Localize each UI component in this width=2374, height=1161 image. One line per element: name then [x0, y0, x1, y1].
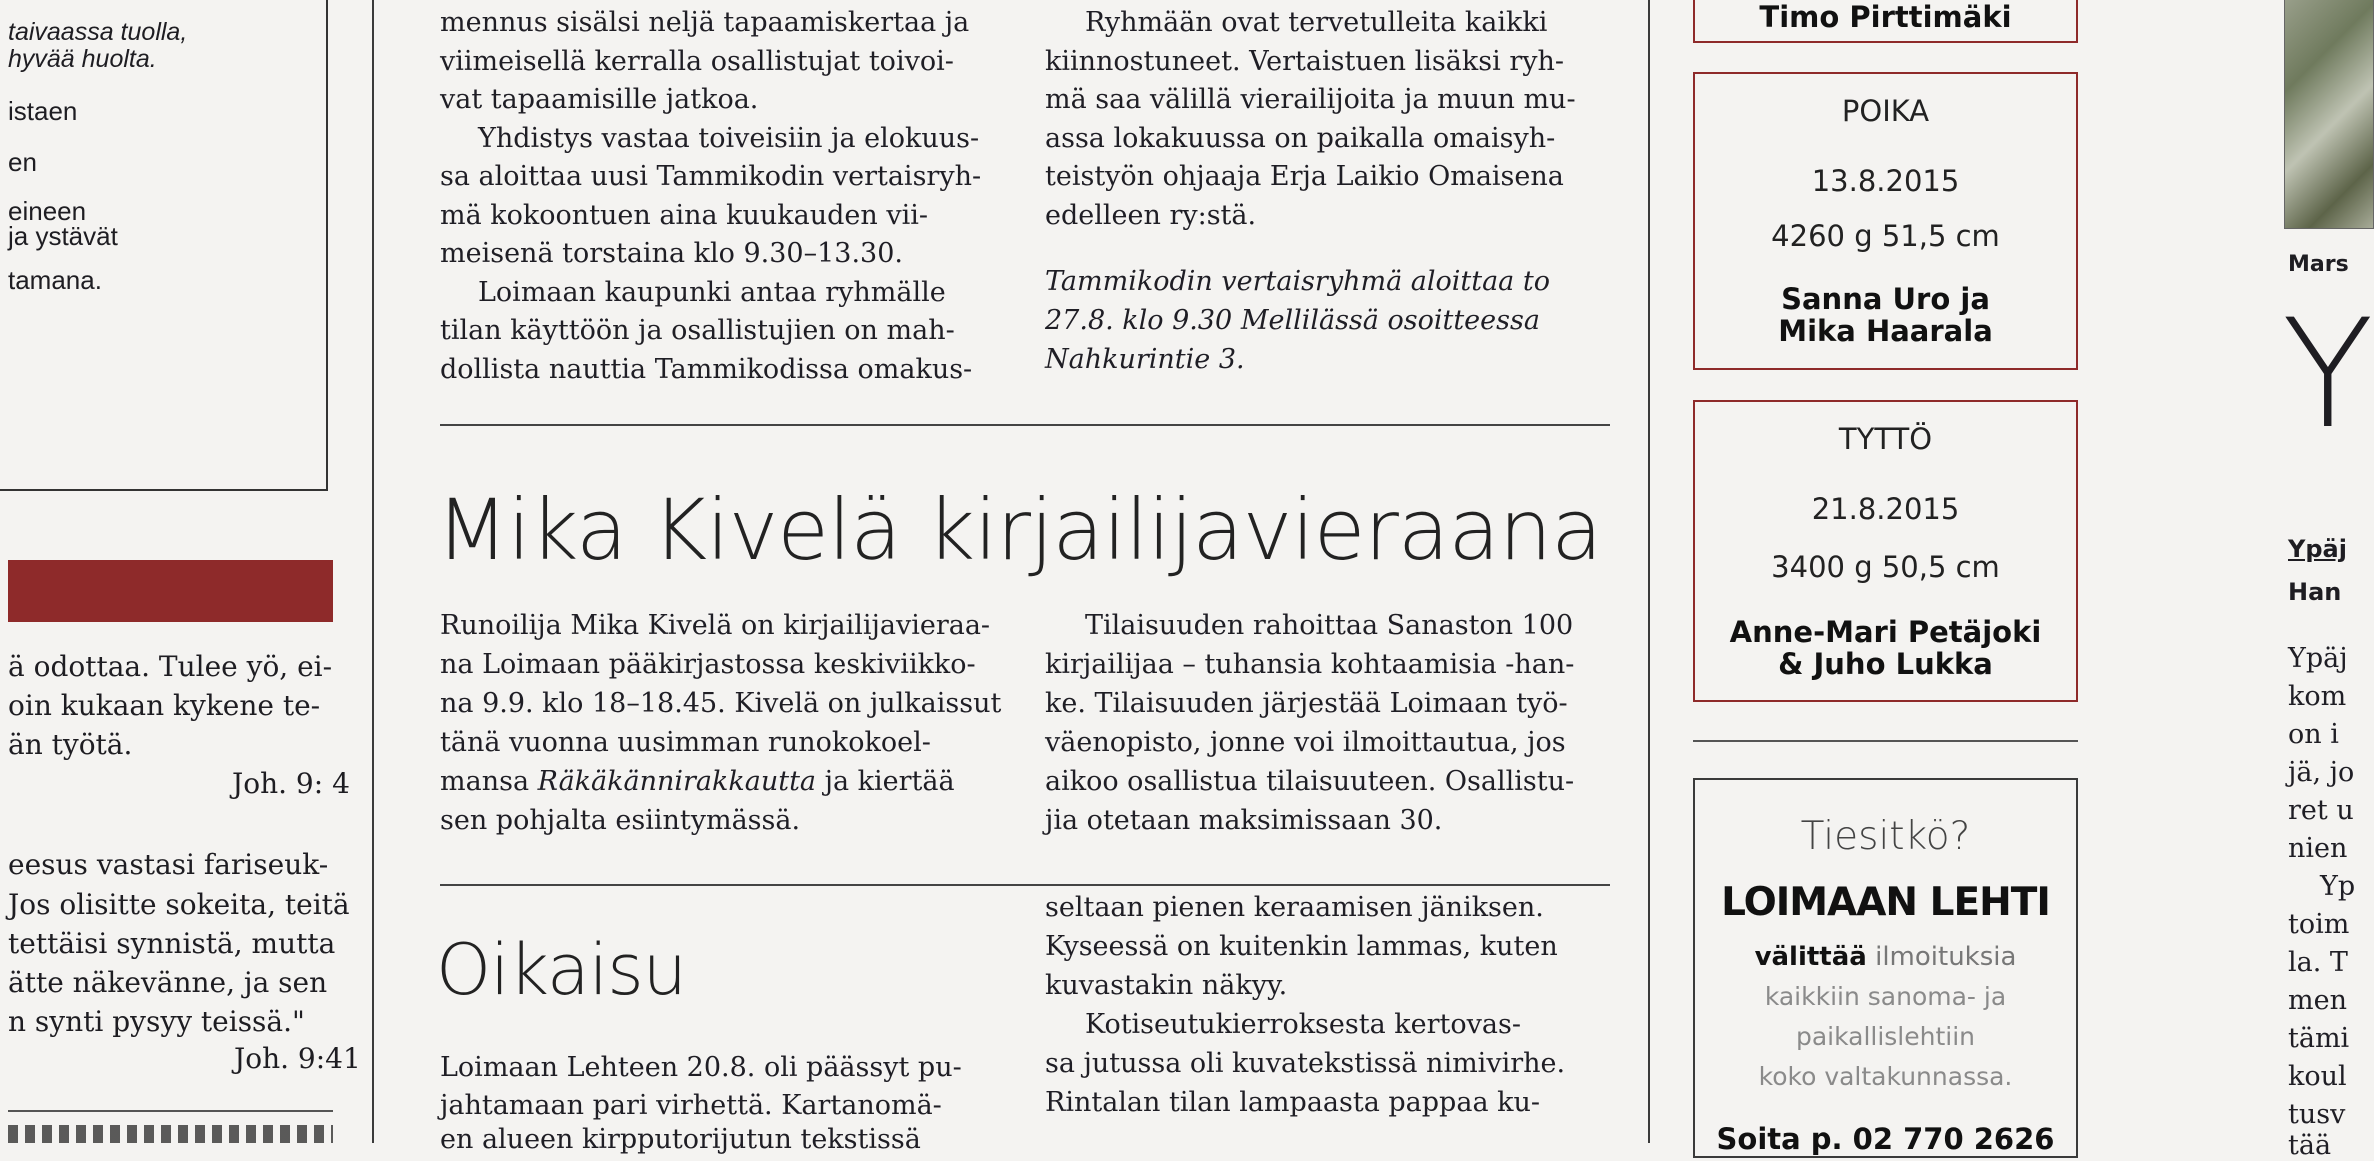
memorial-line-3: istaen: [8, 96, 78, 126]
birth-girl-parents-1: Anne-Mari Petäjoki: [1729, 615, 2042, 649]
right-body-line: jä, jo: [2288, 757, 2355, 788]
oikaisu-col2-line: Kyseessä on kuitenkin lammas, kuten: [1045, 931, 1558, 962]
verse2-line-5: n synti pysyy teissä.": [8, 1005, 305, 1038]
top-col1-line: Yhdistys vastaa toiveisiin ja elokuus-: [478, 123, 980, 154]
kivela-headline: Mika Kivelä kirjailijavieraana: [436, 481, 1602, 579]
memorial-line-4: en: [8, 147, 37, 177]
oikaisu-col2-line: Rintalan tilan lampaasta pappaa ku-: [1045, 1087, 1540, 1118]
oikaisu-col2-line: kuvastakin näkyy.: [1045, 970, 1288, 1001]
ad-line-4: koko valtakunnassa.: [1758, 1062, 2013, 1091]
ad-line-1: [1695, 942, 2076, 972]
kivela-col2-line: Tilaisuuden rahoittaa Sanaston 100: [1085, 610, 1574, 641]
top-col2-line: mä saa välillä vierailijoita ja muun mu-: [1045, 84, 1576, 115]
verse2-reference: Joh. 9:41: [234, 1042, 361, 1075]
verse2-line-2: Jos olisitte sokeita, teitä: [8, 888, 350, 921]
kivela-col1-line: na Loimaan pääkirjastossa keskiviikko-: [440, 649, 976, 680]
right-body-line: on i: [2288, 719, 2339, 750]
photo-caption: Mars: [2288, 252, 2349, 277]
right-lead-1: Ypäj: [2288, 535, 2347, 563]
oikaisu-col1-line: en alueen kirpputorijutun tekstissä: [440, 1124, 921, 1155]
top-col2-line: kiinnostuneet. Vertaistuen lisäksi ryh-: [1045, 46, 1564, 77]
ad-phone: Soita p. 02 770 2626: [1716, 1122, 2055, 1156]
right-body-line: tämi: [2288, 1023, 2350, 1054]
ad-bold-word: välittää: [1754, 942, 1867, 972]
article-divider-1: [440, 424, 1610, 426]
birth-boy-parents-1: Sanna Uro ja: [1781, 282, 1990, 316]
kivela-col1-line: sen pohjalta esiintymässä.: [440, 805, 801, 836]
birth-notice-boy: [1693, 72, 2078, 370]
top-col2-line: assa lokakuussa on paikalla omaisyh-: [1045, 123, 1556, 154]
top-col2-italic-line: Nahkurintie 3.: [1045, 344, 1245, 375]
top-col1-line: Loimaan kaupunki antaa ryhmälle: [478, 277, 946, 308]
ad-line-2: kaikkiin sanoma- ja: [1764, 982, 2007, 1011]
birth-boy-measure: 4260 g 51,5 cm: [1771, 219, 2000, 253]
top-col1-line: tilan käyttöön ja osallistujien on mah-: [440, 315, 955, 346]
kivela-col1-line: Runoilija Mika Kivelä on kirjailijavieraa-: [440, 610, 991, 641]
right-lead-2: Han: [2288, 578, 2342, 606]
top-col2-line: edelleen ry:stä.: [1045, 200, 1257, 231]
memorial-line-7: tamana.: [8, 265, 102, 295]
top-col1-line: mä kokoontuen aina kuukauden vii-: [440, 200, 929, 231]
oikaisu-col2-line: sa jutussa oli kuvatekstissä nimivirhe.: [1045, 1048, 1566, 1079]
ad-line-3: paikallislehtiin: [1795, 1022, 1976, 1051]
kivela-col2-line: väenopisto, jonne voi ilmoittautua, jos: [1045, 727, 1566, 758]
kivela-col1-line: na 9.9. klo 18–18.45. Kivelä on julkaissut: [440, 688, 1002, 719]
top-col2-italic-line: Tammikodin vertaisryhmä aloittaa to: [1045, 266, 1550, 297]
top-col1-line: sa aloittaa uusi Tammikodin vertaisryh-: [440, 161, 982, 192]
right-body-line: ret u: [2288, 795, 2354, 826]
oikaisu-col2-line: seltaan pienen keraamisen jäniksen.: [1045, 892, 1544, 923]
ad-line1-rest: ilmoituksia: [1866, 942, 2017, 972]
verse1-line-1: ä odottaa. Tulee yö, ei-: [8, 650, 333, 683]
kivela-line5-pre: mansa: [440, 766, 538, 797]
birth-boy-label: POIKA: [1841, 94, 1930, 128]
top-col2-line: Ryhmään ovat tervetulleita kaikki: [1085, 7, 1548, 38]
oikaisu-col1-line: jahtamaan pari virhettä. Kartanomä-: [440, 1090, 942, 1121]
birth-notice-girl: [1693, 400, 2078, 702]
right-body-line: Yp: [2320, 871, 2356, 902]
ad-question: Tiesitkö?: [1800, 814, 1971, 859]
kivela-col1-line: tänä vuonna uusimman runokokoel-: [440, 727, 931, 758]
memorial-line-6: ja ystävät: [8, 221, 118, 251]
verse2-line-3: tettäisi synnistä, mutta: [8, 927, 336, 960]
red-banner: [8, 560, 333, 622]
right-body-line: toim: [2288, 909, 2350, 940]
loimaan-lehti-ad: [1693, 778, 2078, 1158]
left-divider: [8, 1110, 333, 1112]
top-col2-line: teistyön ohjaaja Erja Laikio Omaisena: [1045, 161, 1564, 192]
book-title: Räkäkännirakkautta: [537, 766, 817, 797]
birth-girl-parents-2: & Juho Lukka: [1778, 647, 1993, 681]
ad-brand: LOIMAAN LEHTI: [1721, 880, 2050, 925]
verse2-line-4: ätte näkevänne, ja sen: [8, 966, 328, 999]
right-body-line: la. T: [2288, 947, 2348, 978]
right-body-line: tää: [2288, 1130, 2332, 1161]
birth-notice-top: [1693, 0, 2078, 43]
top-col2-italic-line: 27.8. klo 9.30 Mellilässä osoitteessa: [1045, 305, 1540, 336]
left-ornament: [8, 1125, 333, 1143]
right-body-line: nien: [2288, 833, 2348, 864]
verse1-reference: Joh. 9: 4: [232, 767, 350, 800]
kivela-col2-line: aikoo osallistua tilaisuuteen. Osallistu-: [1045, 766, 1575, 797]
right-body-line: koul: [2288, 1061, 2347, 1092]
birth-top-name: Timo Pirttimäki: [1759, 0, 2012, 34]
birth-girl-measure: 3400 g 50,5 cm: [1771, 550, 2000, 584]
top-col1-line: meisenä torstaina klo 9.30–13.30.: [440, 238, 903, 269]
kivela-col2-line: kirjailijaa – tuhansia kohtaamisia -han-: [1045, 649, 1575, 680]
right-body-line: kom: [2288, 681, 2347, 712]
right-body-line: men: [2288, 985, 2347, 1016]
kivela-col2-line: ke. Tilaisuuden järjestää Loimaan työ-: [1045, 688, 1568, 719]
birth-girl-date: 21.8.2015: [1811, 492, 1960, 526]
top-col1-line: mennus sisälsi neljä tapaamiskertaa ja: [440, 7, 970, 38]
oikaisu-col1-line: Loimaan Lehteen 20.8. oli päässyt pu-: [440, 1052, 962, 1083]
top-col1-line: viimeisellä kerralla osallistujat toivoi-: [440, 46, 954, 77]
column-rule-right: [1648, 0, 1650, 1143]
article-divider-2: [440, 884, 1610, 886]
oikaisu-col2-line: Kotiseutukierroksesta kertovas-: [1085, 1009, 1521, 1040]
right-body-line: Ypäj: [2288, 643, 2348, 674]
memorial-line-1: taivaassa tuolla,: [8, 18, 188, 46]
birth-boy-parents-2: Mika Haarala: [1778, 314, 1993, 348]
right-body-line: tusv: [2288, 1099, 2346, 1130]
cropped-photo: [2284, 0, 2374, 229]
verse2-line-1: eesus vastasi fariseuk-: [8, 848, 329, 881]
memorial-line-5: eineen: [8, 196, 87, 226]
column-rule-left: [372, 0, 374, 1143]
birth-boy-date: 13.8.2015: [1811, 164, 1960, 198]
oikaisu-headline: Oikaisu: [436, 929, 687, 1011]
notice-divider: [1693, 740, 2078, 742]
kivela-col2-line: jia otetaan maksimissaan 30.: [1045, 805, 1443, 836]
verse1-line-2: oin kukaan kykene te-: [8, 689, 321, 722]
memorial-line-2: hyvää huolta.: [8, 45, 157, 73]
kivela-col1-line-5: [440, 766, 955, 797]
top-col1-line: dollista nauttia Tammikodissa omakus-: [440, 354, 973, 385]
kivela-line5-post: ja kiertää: [816, 766, 955, 797]
birth-girl-label: TYTTÖ: [1838, 422, 1933, 456]
big-headline-letter: Y: [2282, 288, 2374, 462]
verse1-line-3: än työtä.: [8, 728, 133, 761]
top-col1-line: vat tapaamisille jatkoa.: [440, 84, 759, 115]
